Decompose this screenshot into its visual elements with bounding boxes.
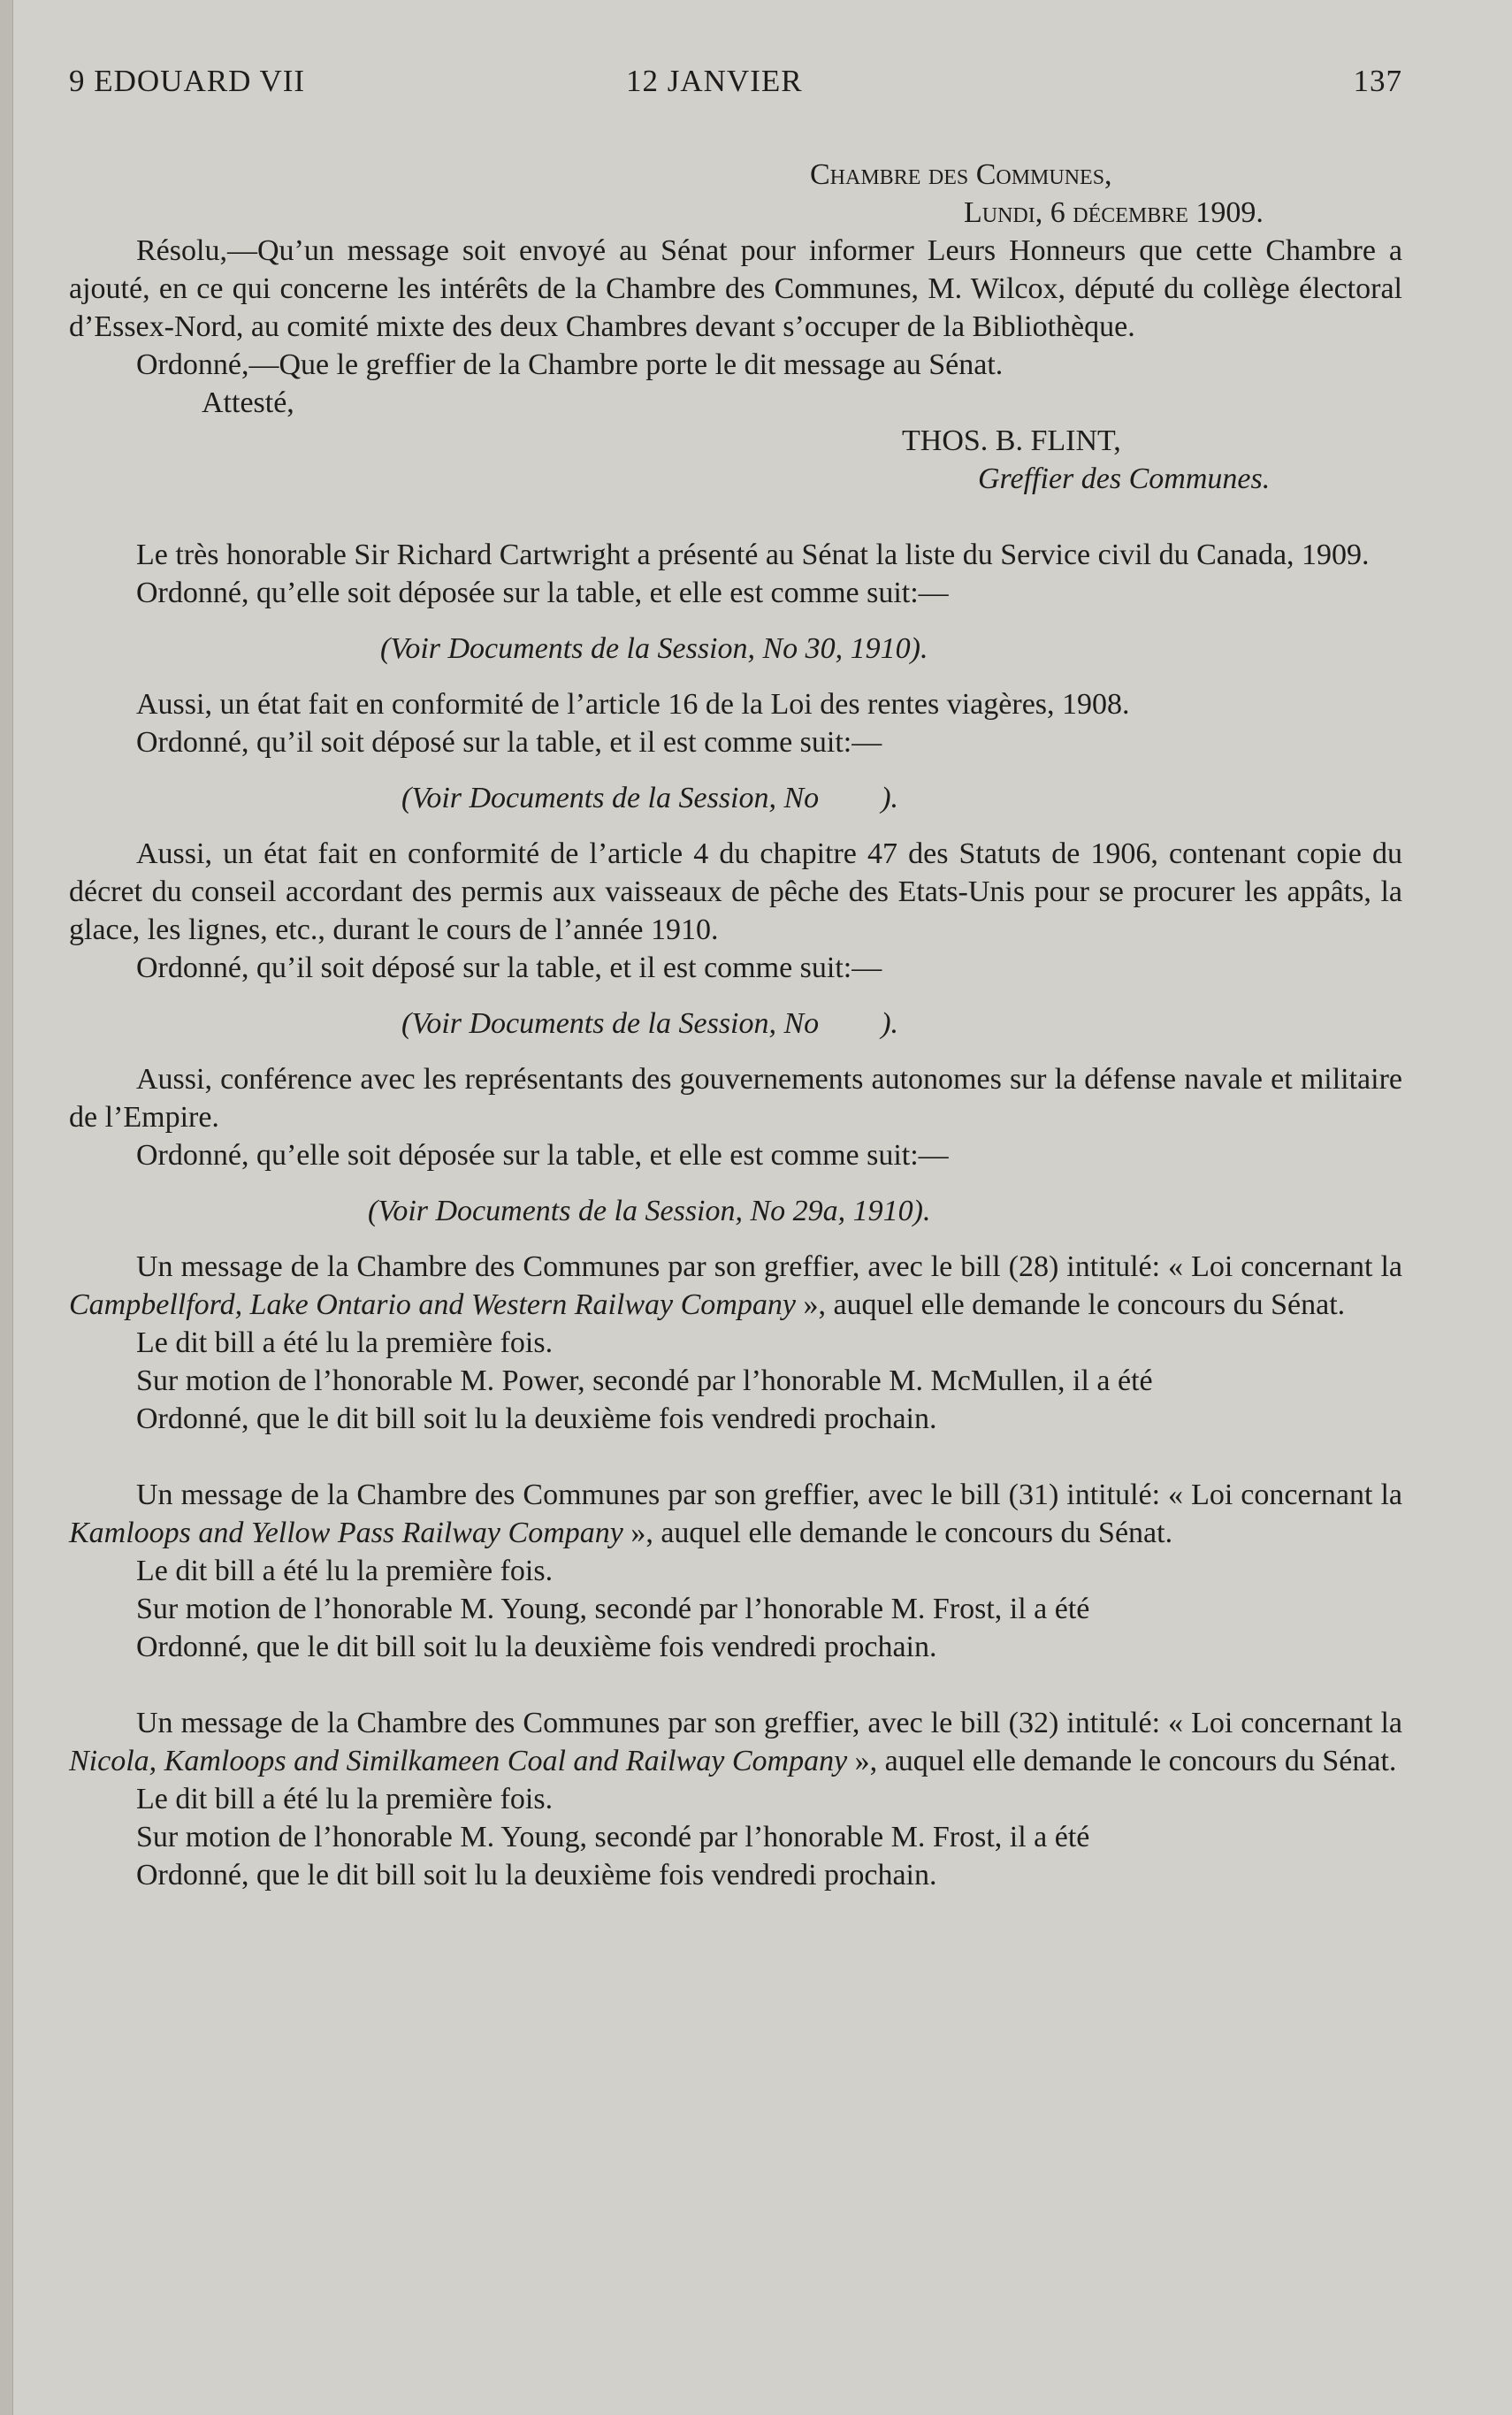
- header-reign: 9 EDOUARD VII: [69, 64, 306, 98]
- document-reference-text: (Voir Documents de la Session, No: [401, 782, 820, 814]
- spacer: [69, 817, 1402, 835]
- paragraph-peche-order: Ordonné, qu’il soit déposé sur la table, et il est comme suit:—: [136, 951, 882, 984]
- bill-28-title: Campbellford, Lake Ontario and Western Railway Company: [69, 1288, 796, 1321]
- bill-28-order: Ordonné, que le dit bill soit lu la deuxième fois vendredi prochain.: [136, 1402, 937, 1435]
- letter-signer: THOS. B. FLINT,: [902, 424, 1121, 457]
- letter-attest: Attesté,: [202, 386, 294, 419]
- spacer: [69, 1043, 1402, 1060]
- bill-28-message: Un message de la Chambre des Communes par son greffier, avec le bill (28) intitulé: « Loi concernant la Campbellford, Lake Ontario and Western Railway Company », auquel elle demande le concours du Sénat.: [69, 1250, 1402, 1321]
- bill-31-motion: Sur motion de l’honorable M. Young, secondé par l’honorable M. Frost, il a été: [136, 1593, 1090, 1625]
- bill-28-motion: Sur motion de l’honorable M. Power, secondé par l’honorable M. McMullen, il a été: [136, 1364, 1153, 1397]
- paragraph-conference-order: Ordonné, qu’elle soit déposée sur la table, et elle est comme suit:—: [136, 1139, 949, 1172]
- document-reference: [69, 779, 1402, 817]
- document-reference: [69, 1005, 1402, 1043]
- bill-32-read: Le dit bill a été lu la première fois.: [136, 1783, 554, 1815]
- document-reference-end: ).: [881, 782, 899, 814]
- document-reference: (Voir Documents de la Session, No 30, 1910).: [380, 632, 928, 665]
- paragraph-peche: Aussi, un état fait en conformité de l’article 4 du chapitre 47 des Statuts de 1906, contenant copie du décret du conseil accordant des permis aux vaisseaux de pêche des Etats-Unis pour se procurer les appâts, la glace, les lignes, etc., durant le cours de l’année 1910.: [69, 837, 1402, 946]
- page-body: [69, 156, 1402, 1894]
- spacer: [69, 498, 1402, 536]
- spacer: [69, 1666, 1402, 1704]
- header-date: 12 JANVIER: [626, 64, 803, 98]
- letter-signer-title: Greffier des Communes.: [978, 462, 1271, 495]
- letter-place: Chambre des Communes,: [810, 158, 1112, 191]
- document-reference-text: (Voir Documents de la Session, No: [401, 1007, 820, 1040]
- spacer: [69, 987, 1402, 1005]
- bill-32-order: Ordonné, que le dit bill soit lu la deuxième fois vendredi prochain.: [136, 1859, 937, 1891]
- spacer: [69, 668, 1402, 685]
- letter-date: Lundi, 6 décembre 1909.: [964, 196, 1264, 229]
- spacer: [69, 1174, 1402, 1192]
- document-reference-end: ).: [881, 1007, 899, 1040]
- spacer: [69, 612, 1402, 630]
- bill-32-title: Nicola, Kamloops and Similkameen Coal and Railway Company: [69, 1745, 848, 1777]
- bill-32-motion: Sur motion de l’honorable M. Young, secondé par l’honorable M. Frost, il a été: [136, 1821, 1090, 1853]
- letter-order: Ordonné,—Que le greffier de la Chambre porte le dit message au Sénat.: [136, 348, 1004, 381]
- paragraph-cartwright-order: Ordonné, qu’elle soit déposée sur la table, et elle est comme suit:—: [136, 577, 949, 609]
- paragraph-conference: Aussi, conférence avec les représentants des gouvernements autonomes sur la défense navale et militaire de l’Empire.: [69, 1063, 1402, 1134]
- paragraph-cartwright: Le très honorable Sir Richard Cartwright a présenté au Sénat la liste du Service civil du Canada, 1909.: [136, 539, 1370, 571]
- bill-31-title: Kamloops and Yellow Pass Railway Company: [69, 1517, 623, 1549]
- bill-32-message: Un message de la Chambre des Communes par son greffier, avec le bill (32) intitulé: « Loi concernant la Nicola, Kamloops and Similkameen Coal and Railway Company », auquel elle demande le concours du Sénat.: [69, 1707, 1402, 1777]
- bill-31-read: Le dit bill a été lu la première fois.: [136, 1555, 554, 1587]
- document-reference: (Voir Documents de la Session, No 29a, 1910).: [368, 1195, 931, 1227]
- bill-31-message: Un message de la Chambre des Communes par son greffier, avec le bill (31) intitulé: « Loi concernant la Kamloops and Yellow Pass Railway Company », auquel elle demande le concours du Sénat.: [69, 1479, 1402, 1549]
- paragraph-rentes: Aussi, un état fait en conformité de l’article 16 de la Loi des rentes viagères, 1908.: [136, 688, 1130, 721]
- bill-31-order: Ordonné, que le dit bill soit lu la deuxième fois vendredi prochain.: [136, 1631, 937, 1663]
- paragraph-rentes-order: Ordonné, qu’il soit déposé sur la table, et il est comme suit:—: [136, 726, 882, 759]
- bill-28-read: Le dit bill a été lu la première fois.: [136, 1326, 554, 1359]
- book-spine: [0, 0, 13, 2415]
- letter-resolution: Résolu,—Qu’un message soit envoyé au Sénat pour informer Leurs Honneurs que cette Chambre a ajouté, en ce qui concerne les intérêts de la Chambre des Communes, M. Wilcox, député du collège électoral d’Essex-Nord, au comité mixte des deux Chambres devant s’occuper de la Bibliothèque.: [69, 234, 1402, 343]
- spacer: [69, 1438, 1402, 1476]
- running-header: [0, 64, 1512, 108]
- spacer: [69, 761, 1402, 779]
- page-number: 137: [1353, 64, 1402, 98]
- spacer: [69, 1230, 1402, 1248]
